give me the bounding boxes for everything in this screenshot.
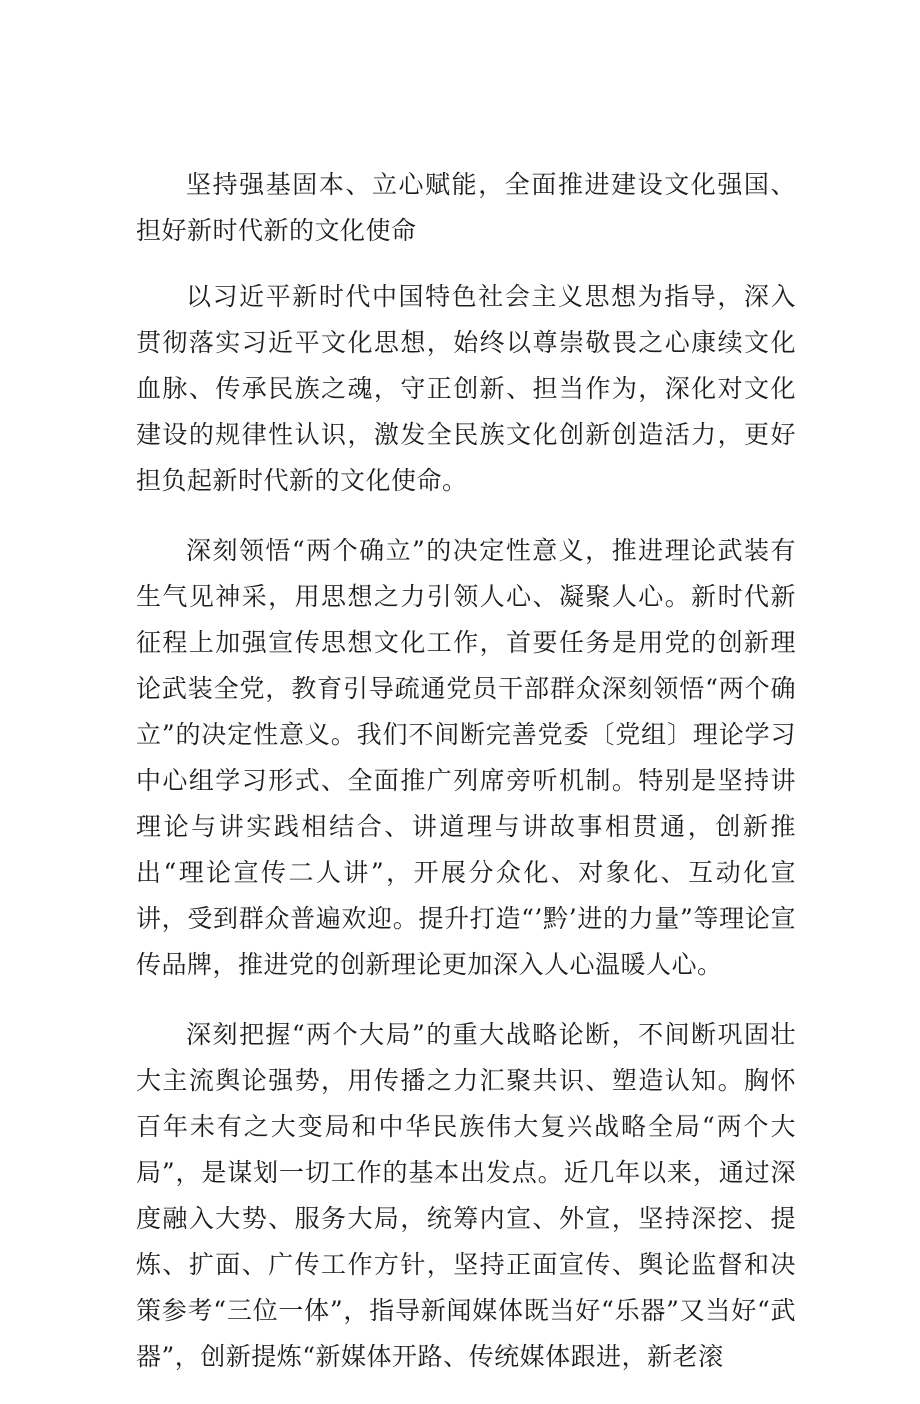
paragraph-2: 深刻领悟“两个确立”的决定性意义，推进理论武装有生气见神采，用思想之力引领人心、凝聚人心。新时代新征程上加强宣传思想文化工作，首要任务是用党的创新理论武装全党，教育引导疏通党员干部群众深刻领悟“两个确立”的决定性意义。我们不间断完善党委〔党组〕理论学习中心组学习形式、全面推广列席旁听机制。特别是坚持讲理论与讲实践相结合、讲道理与讲故事相贯通，创新推出“理论宣传二人讲”，开展分众化、对象化、互动化宣讲，受到群众普遍欢迎。提升打造“’黔’进的力量”等理论宣传品牌，推进党的创新理论更加深入人心温暖人心。	[136, 536, 796, 979]
document-body	[136, 162, 796, 1404]
paragraph-3: 深刻把握“两个大局”的重大战略论断，不间断巩固壮大主流舆论强势，用传播之力汇聚共识、塑造认知。胸怀百年未有之大变局和中华民族伟大复兴战略全局“两个大局”，是谋划一切工作的基本出发点。近几年以来，通过深度融入大势、服务大局，统筹内宣、外宣，坚持深挖、提炼、扩面、广传工作方针，坚持正面宣传、舆论监督和决策参考“三位一体”，指导新闻媒体既当好“乐器”又当好“武器”，创新提炼“新媒体开路、传统媒体跟进，新老滚	[136, 1020, 796, 1371]
section-heading: 坚持强基固本、立心赋能，全面推进建设文化强国、担好新时代新的文化使命	[136, 170, 796, 245]
paragraph-1: 以习近平新时代中国特色社会主义思想为指导，深入贯彻落实习近平文化思想，始终以尊崇敬畏之心康续文化血脉、传承民族之魂，守正创新、担当作为，深化对文化建设的规律性认识，激发全民族文化创新创造活力，更好担负起新时代新的文化使命。	[136, 282, 796, 495]
